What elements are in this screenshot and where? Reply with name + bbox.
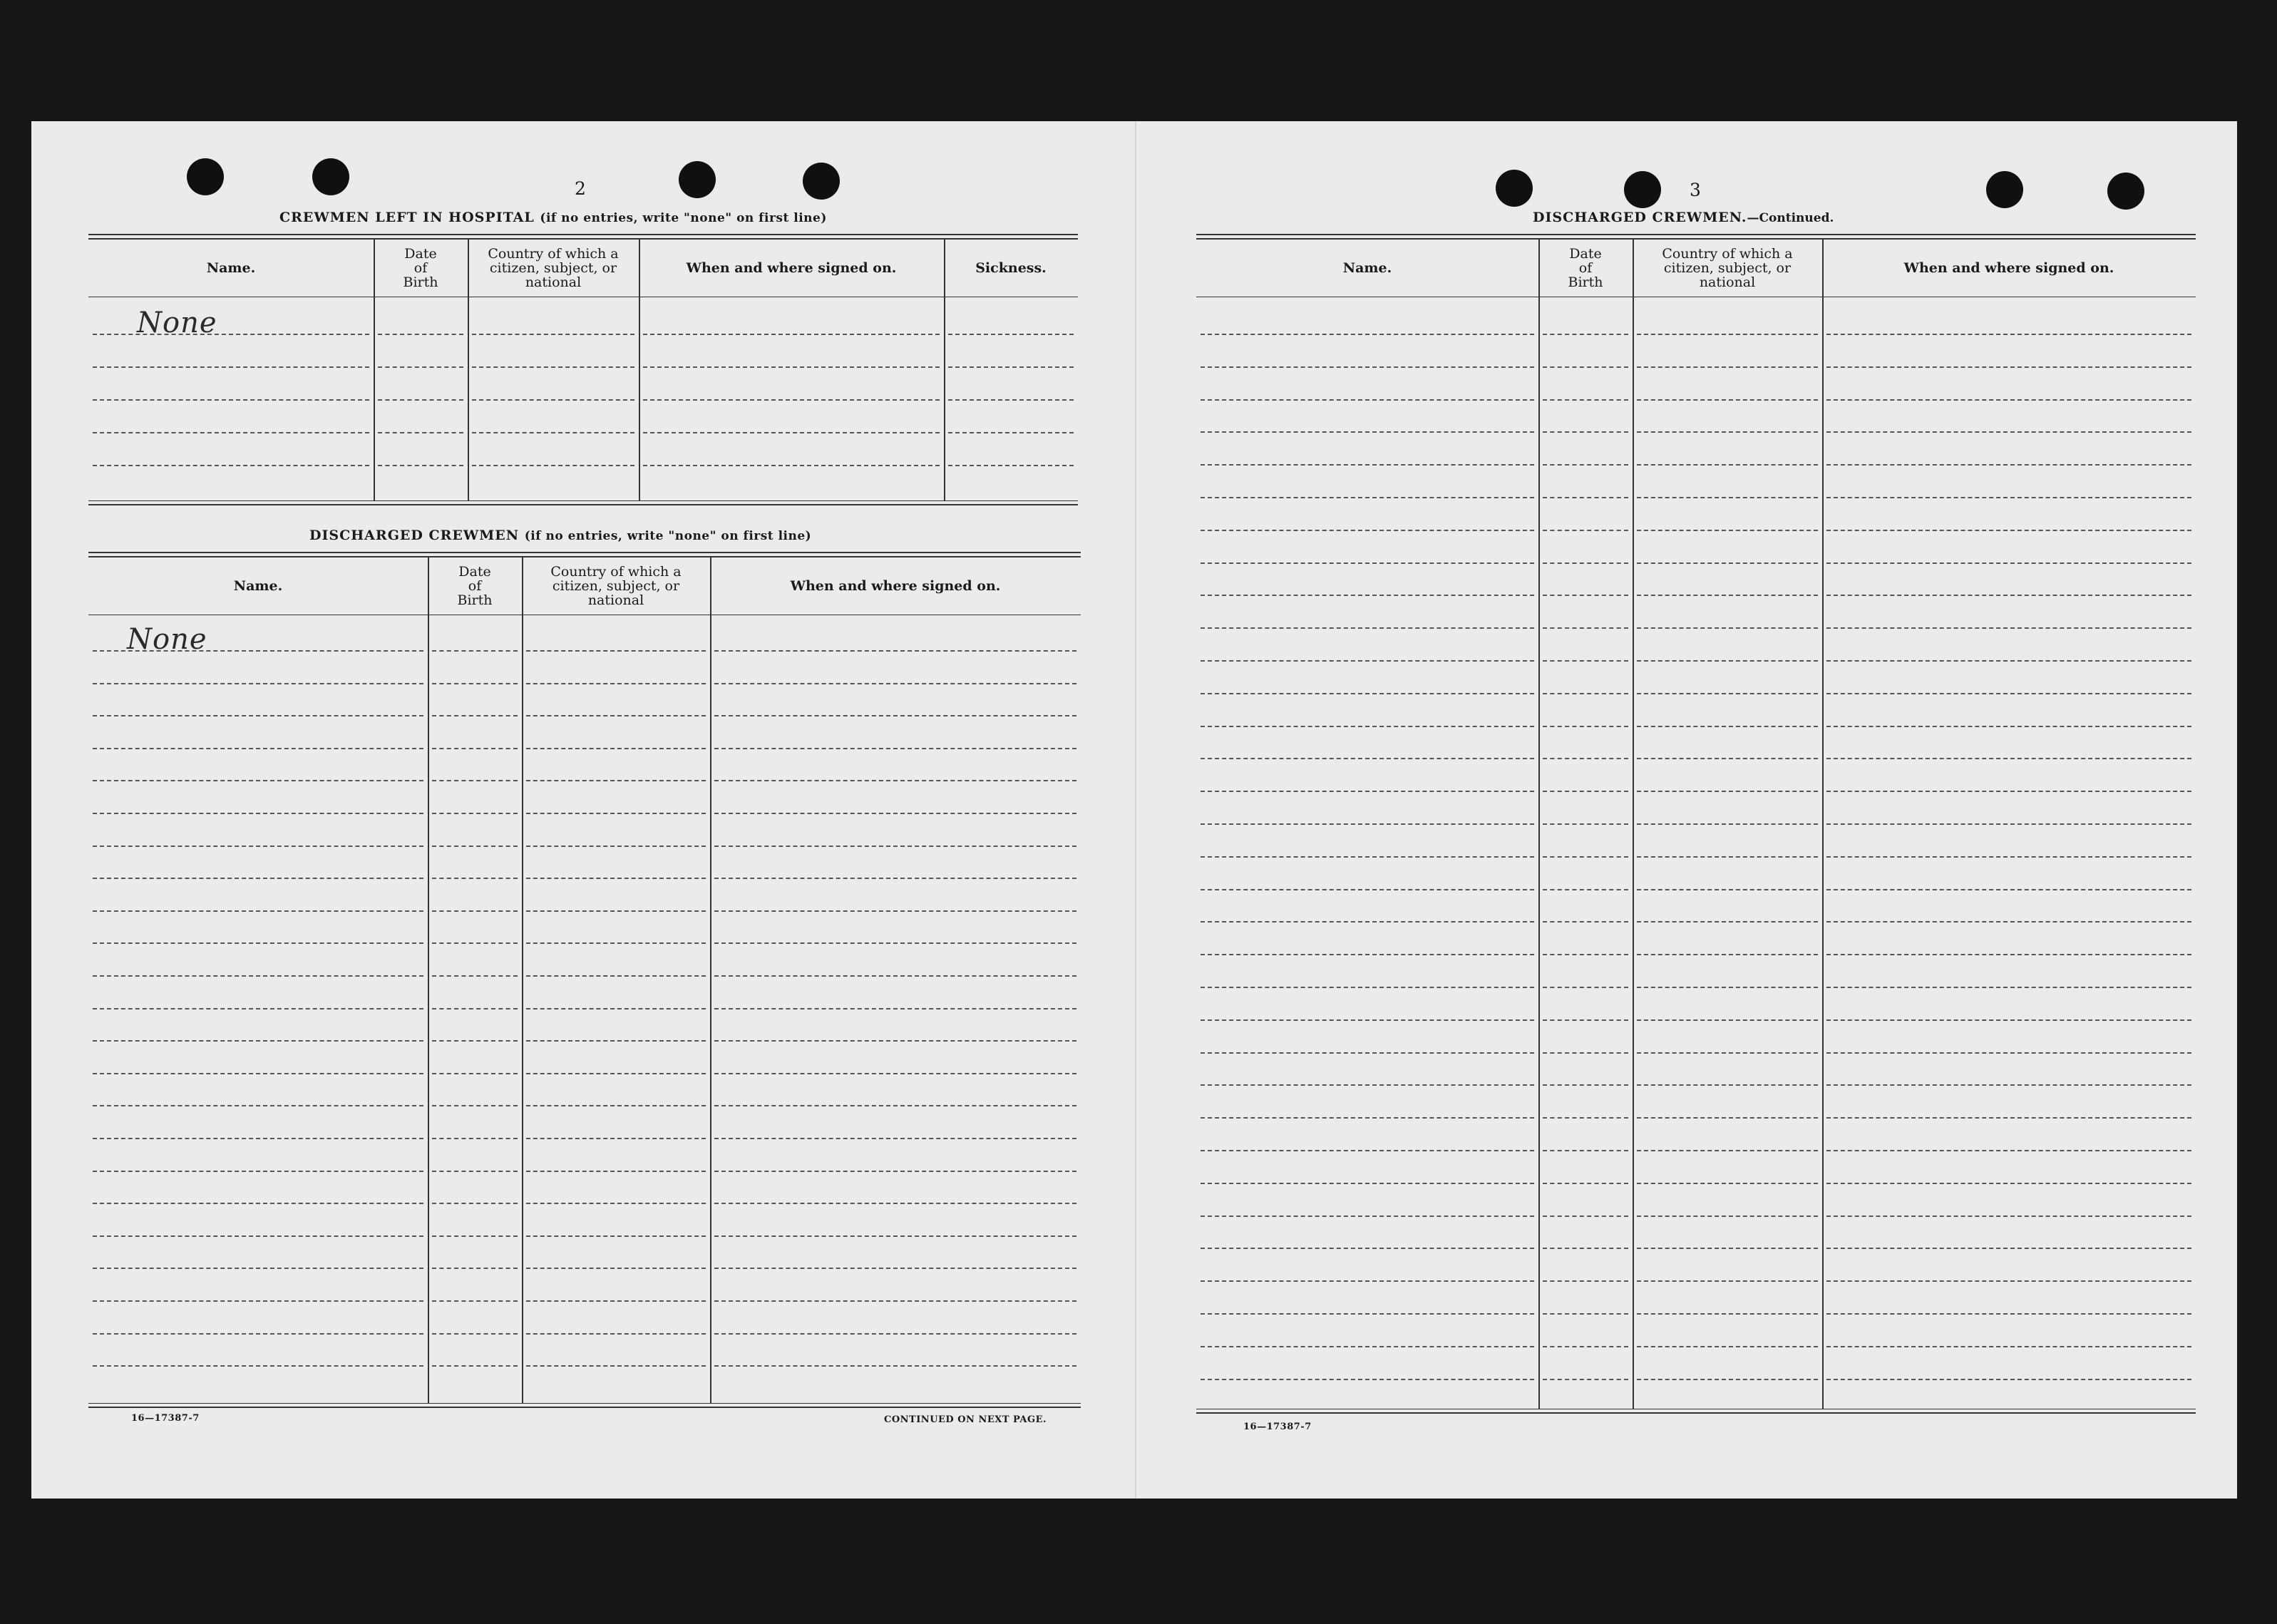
entry-line — [1543, 1183, 1628, 1184]
entry-line — [93, 1268, 423, 1269]
entry-line — [643, 465, 940, 466]
entry-line — [1826, 1248, 2191, 1249]
entry-line — [1201, 660, 1534, 662]
entry-line — [1826, 1117, 2191, 1119]
entry-line — [1201, 464, 1534, 466]
entry-line — [1826, 497, 2191, 498]
entry-line — [1201, 1248, 1534, 1249]
entry-line — [1826, 791, 2191, 792]
form-number-left: 16—17387-7 — [131, 1413, 200, 1424]
entry-line — [472, 465, 634, 466]
entry-line — [93, 1333, 423, 1335]
entry-line — [1201, 726, 1534, 727]
entry-line — [1826, 1084, 2191, 1086]
entry-line — [1826, 660, 2191, 662]
entry-line — [526, 1203, 706, 1204]
entry-line — [432, 1300, 518, 1302]
column-header: Date of Birth — [1568, 246, 1603, 290]
entry-line — [1637, 431, 1818, 433]
entry-line — [1637, 726, 1818, 727]
table-top-rule — [88, 234, 1078, 235]
discharged-section-title: DISCHARGED CREWMEN (if no entries, write "none" on first line) — [309, 528, 812, 543]
entry-line — [1637, 1216, 1818, 1217]
table-bottom-rule — [88, 500, 1078, 501]
entry-line — [432, 813, 518, 814]
entry-line — [1826, 693, 2191, 694]
entry-line — [1201, 1216, 1534, 1217]
entry-line — [714, 942, 1076, 944]
entry-line — [472, 432, 634, 433]
entry-line — [432, 1333, 518, 1335]
entry-line — [1826, 595, 2191, 596]
entry-line — [1637, 1117, 1818, 1119]
entry-line — [1826, 627, 2191, 629]
entry-line — [1201, 1280, 1534, 1282]
entry-line — [1543, 823, 1628, 825]
punch-hole — [1986, 171, 2023, 208]
continued-note: CONTINUED ON NEXT PAGE. — [884, 1414, 1047, 1425]
entry-line — [643, 366, 940, 368]
entry-line — [1543, 889, 1628, 890]
handwritten-entry: None — [137, 307, 217, 339]
entry-line — [1543, 987, 1628, 988]
entry-line — [93, 650, 423, 652]
entry-line — [1826, 1183, 2191, 1184]
entry-line — [526, 1073, 706, 1074]
entry-line — [948, 366, 1074, 368]
entry-line — [1826, 856, 2191, 858]
entry-line — [1201, 1150, 1534, 1151]
entry-line — [526, 1171, 706, 1172]
entry-line — [378, 399, 463, 401]
entry-line — [93, 846, 423, 847]
entry-line — [1543, 627, 1628, 629]
entry-line — [948, 432, 1074, 433]
entry-line — [1826, 366, 2191, 368]
entry-line — [432, 780, 518, 781]
entry-line — [1201, 530, 1534, 531]
entry-line — [93, 1300, 423, 1302]
entry-line — [948, 465, 1074, 466]
entry-line — [1826, 1346, 2191, 1347]
entry-line — [1201, 1346, 1534, 1347]
entry-line — [526, 813, 706, 814]
entry-line — [1637, 530, 1818, 531]
entry-line — [714, 846, 1076, 847]
entry-line — [1826, 334, 2191, 335]
column-header: Country of which a citizen, subject, or national — [550, 564, 682, 608]
entry-line — [1201, 366, 1534, 368]
entry-line — [378, 465, 463, 466]
entry-line — [432, 1073, 518, 1074]
column-divider — [1633, 238, 1634, 1409]
entry-line — [1637, 627, 1818, 629]
entry-line — [714, 650, 1076, 652]
entry-line — [1637, 921, 1818, 923]
entry-line — [378, 366, 463, 368]
entry-line — [432, 715, 518, 716]
entry-line — [93, 399, 369, 401]
form-paper — [31, 121, 2237, 1499]
entry-line — [378, 334, 463, 335]
entry-line — [1543, 530, 1628, 531]
entry-line — [1543, 726, 1628, 727]
entry-line — [1201, 431, 1534, 433]
entry-line — [948, 334, 1074, 335]
entry-line — [1826, 1379, 2191, 1380]
entry-line — [1543, 431, 1628, 433]
entry-line — [1826, 758, 2191, 759]
entry-line — [1637, 987, 1818, 988]
entry-line — [1637, 1280, 1818, 1282]
entry-line — [643, 432, 940, 433]
entry-line — [432, 1138, 518, 1139]
entry-line — [93, 780, 423, 781]
page-gutter — [1135, 121, 1136, 1499]
entry-line — [1637, 954, 1818, 955]
entry-line — [1637, 464, 1818, 466]
column-divider — [1538, 238, 1540, 1409]
punch-hole — [1496, 170, 1533, 207]
entry-line — [948, 399, 1074, 401]
column-divider — [428, 556, 429, 1403]
entry-line — [1826, 1280, 2191, 1282]
entry-line — [1826, 431, 2191, 433]
entry-line — [1201, 791, 1534, 792]
entry-line — [714, 975, 1076, 977]
entry-line — [526, 878, 706, 879]
punch-hole — [2107, 173, 2144, 210]
entry-line — [1543, 954, 1628, 955]
entry-line — [714, 1235, 1076, 1237]
column-header: Name. — [233, 578, 283, 594]
entry-line — [1201, 1052, 1534, 1054]
entry-line — [1543, 1052, 1628, 1054]
entry-line — [93, 878, 423, 879]
entry-line — [1201, 823, 1534, 825]
entry-line — [1543, 464, 1628, 466]
entry-line — [93, 1171, 423, 1172]
column-header: Date of Birth — [457, 564, 493, 608]
form-number-right: 16—17387-7 — [1243, 1422, 1312, 1432]
entry-line — [714, 683, 1076, 684]
column-header: When and where signed on. — [1903, 260, 2114, 276]
entry-line — [1637, 1313, 1818, 1315]
entry-line — [1637, 334, 1818, 335]
entry-line — [526, 715, 706, 716]
entry-line — [714, 1365, 1076, 1367]
entry-line — [714, 1138, 1076, 1139]
entry-line — [432, 1105, 518, 1106]
entry-line — [432, 942, 518, 944]
entry-line — [1826, 399, 2191, 401]
entry-line — [1637, 791, 1818, 792]
entry-line — [1637, 562, 1818, 564]
entry-line — [714, 748, 1076, 749]
entry-line — [432, 1268, 518, 1269]
entry-line — [93, 366, 369, 368]
entry-line — [93, 910, 423, 912]
entry-line — [1826, 726, 2191, 727]
entry-line — [432, 1008, 518, 1009]
column-header: Sickness. — [975, 260, 1047, 276]
entry-line — [1201, 1379, 1534, 1380]
column-divider — [1822, 238, 1824, 1409]
entry-line — [1543, 1346, 1628, 1347]
entry-line — [1543, 758, 1628, 759]
entry-line — [93, 1365, 423, 1367]
entry-line — [526, 683, 706, 684]
entry-line — [714, 878, 1076, 879]
entry-line — [1543, 1313, 1628, 1315]
entry-line — [1637, 1248, 1818, 1249]
entry-line — [472, 366, 634, 368]
entry-line — [714, 1300, 1076, 1302]
column-header: When and where signed on. — [686, 260, 897, 276]
entry-line — [714, 813, 1076, 814]
entry-line — [1826, 464, 2191, 466]
entry-line — [93, 1203, 423, 1204]
column-divider — [710, 556, 711, 1403]
entry-line — [714, 780, 1076, 781]
entry-line — [1543, 1019, 1628, 1021]
entry-line — [1543, 562, 1628, 564]
entry-line — [93, 975, 423, 977]
entry-line — [1637, 1150, 1818, 1151]
entry-line — [526, 748, 706, 749]
entry-line — [1201, 1183, 1534, 1184]
entry-line — [1637, 1019, 1818, 1021]
entry-line — [1826, 1052, 2191, 1054]
entry-line — [432, 1171, 518, 1172]
entry-line — [1543, 1216, 1628, 1217]
entry-line — [472, 334, 634, 335]
entry-line — [1637, 399, 1818, 401]
entry-line — [1826, 823, 2191, 825]
entry-line — [1637, 1379, 1818, 1380]
entry-line — [93, 465, 369, 466]
entry-line — [432, 1203, 518, 1204]
entry-line — [1543, 921, 1628, 923]
entry-line — [1201, 595, 1534, 596]
entry-line — [1826, 530, 2191, 531]
entry-line — [1637, 758, 1818, 759]
entry-line — [1201, 987, 1534, 988]
entry-line — [1637, 856, 1818, 858]
entry-line — [643, 399, 940, 401]
entry-line — [432, 878, 518, 879]
entry-line — [526, 1300, 706, 1302]
entry-line — [432, 1235, 518, 1237]
entry-line — [93, 1040, 423, 1042]
entry-line — [1637, 1183, 1818, 1184]
entry-line — [1543, 856, 1628, 858]
entry-line — [432, 748, 518, 749]
entry-line — [714, 715, 1076, 716]
entry-line — [93, 1138, 423, 1139]
entry-line — [1826, 1150, 2191, 1151]
entry-line — [714, 1105, 1076, 1106]
entry-line — [714, 1203, 1076, 1204]
entry-line — [1201, 954, 1534, 955]
entry-line — [1826, 1019, 2191, 1021]
entry-line — [526, 1333, 706, 1335]
column-divider — [522, 556, 523, 1403]
entry-line — [432, 846, 518, 847]
entry-line — [526, 910, 706, 912]
entry-line — [526, 1105, 706, 1106]
entry-line — [1543, 366, 1628, 368]
entry-line — [526, 1008, 706, 1009]
entry-line — [1637, 1052, 1818, 1054]
entry-line — [1826, 921, 2191, 923]
punch-hole — [187, 158, 224, 195]
entry-line — [1826, 954, 2191, 955]
entry-line — [93, 1235, 423, 1237]
entry-line — [1637, 823, 1818, 825]
entry-line — [93, 1008, 423, 1009]
entry-line — [1543, 399, 1628, 401]
entry-line — [93, 813, 423, 814]
entry-line — [526, 1138, 706, 1139]
entry-line — [93, 334, 369, 335]
column-header: Name. — [206, 260, 256, 276]
entry-line — [1201, 1019, 1534, 1021]
entry-line — [643, 334, 940, 335]
entry-line — [714, 1171, 1076, 1172]
entry-line — [1826, 987, 2191, 988]
entry-line — [1543, 1248, 1628, 1249]
column-header: Name. — [1342, 260, 1392, 276]
entry-line — [526, 1235, 706, 1237]
entry-line — [1543, 595, 1628, 596]
entry-line — [526, 1268, 706, 1269]
entry-line — [378, 432, 463, 433]
entry-line — [1201, 1313, 1534, 1315]
table-top-rule — [88, 552, 1081, 553]
entry-line — [714, 1268, 1076, 1269]
entry-line — [93, 1073, 423, 1074]
entry-line — [526, 942, 706, 944]
entry-line — [93, 683, 423, 684]
table-top-rule — [1196, 234, 2196, 235]
entry-line — [1201, 562, 1534, 564]
entry-line — [1201, 497, 1534, 498]
entry-line — [1543, 791, 1628, 792]
entry-line — [1543, 334, 1628, 335]
entry-line — [1543, 1280, 1628, 1282]
entry-line — [526, 780, 706, 781]
entry-line — [93, 748, 423, 749]
entry-line — [1201, 1084, 1534, 1086]
entry-line — [1543, 1150, 1628, 1151]
entry-line — [1201, 399, 1534, 401]
entry-line — [714, 1073, 1076, 1074]
punch-hole — [803, 163, 840, 200]
entry-line — [1637, 595, 1818, 596]
column-header: When and where signed on. — [790, 578, 1001, 594]
column-header: Country of which a citizen, subject, or national — [1662, 246, 1793, 290]
punch-hole — [1624, 171, 1661, 208]
table-bottom-rule — [88, 1403, 1081, 1404]
hospital-section-title: CREWMEN LEFT IN HOSPITAL (if no entries, write "none" on first line) — [279, 210, 827, 225]
entry-line — [1637, 366, 1818, 368]
entry-line — [93, 715, 423, 716]
entry-line — [1201, 693, 1534, 694]
entry-line — [1637, 1346, 1818, 1347]
entry-line — [714, 1040, 1076, 1042]
entry-line — [1637, 660, 1818, 662]
entry-line — [1201, 627, 1534, 629]
entry-line — [1201, 334, 1534, 335]
entry-line — [714, 910, 1076, 912]
punch-hole — [679, 161, 716, 198]
entry-line — [1543, 693, 1628, 694]
entry-line — [1543, 1084, 1628, 1086]
entry-line — [1543, 497, 1628, 498]
entry-line — [1637, 693, 1818, 694]
entry-line — [714, 1333, 1076, 1335]
column-header: Country of which a citizen, subject, or national — [488, 246, 619, 290]
entry-line — [526, 1040, 706, 1042]
entry-line — [1201, 856, 1534, 858]
handwritten-entry: None — [127, 623, 207, 656]
entry-line — [432, 1040, 518, 1042]
entry-line — [1637, 889, 1818, 890]
entry-line — [1826, 1216, 2191, 1217]
entry-line — [432, 683, 518, 684]
entry-line — [1201, 889, 1534, 890]
punch-hole — [312, 158, 349, 195]
entry-line — [526, 846, 706, 847]
table-bottom-rule — [1196, 1412, 2196, 1414]
entry-line — [93, 1105, 423, 1106]
entry-line — [1543, 660, 1628, 662]
entry-line — [472, 399, 634, 401]
entry-line — [93, 432, 369, 433]
table-bottom-rule — [88, 504, 1078, 505]
entry-line — [432, 1365, 518, 1367]
entry-line — [1637, 1084, 1818, 1086]
entry-line — [1826, 562, 2191, 564]
entry-line — [526, 1365, 706, 1367]
column-header: Date of Birth — [403, 246, 438, 290]
entry-line — [432, 910, 518, 912]
entry-line — [432, 650, 518, 652]
entry-line — [1201, 921, 1534, 923]
entry-line — [1826, 889, 2191, 890]
entry-line — [714, 1008, 1076, 1009]
entry-line — [526, 650, 706, 652]
page-number-left: 2 — [575, 178, 586, 199]
entry-line — [1201, 758, 1534, 759]
entry-line — [93, 942, 423, 944]
table-bottom-rule — [88, 1407, 1081, 1408]
entry-line — [526, 975, 706, 977]
entry-line — [1201, 1117, 1534, 1119]
page-number-right: 3 — [1690, 180, 1701, 200]
entry-line — [432, 975, 518, 977]
entry-line — [1826, 1313, 2191, 1315]
entry-line — [1637, 497, 1818, 498]
entry-line — [1543, 1379, 1628, 1380]
entry-line — [1543, 1117, 1628, 1119]
discharged-continued-title: DISCHARGED CREWMEN.—Continued. — [1533, 210, 1834, 225]
